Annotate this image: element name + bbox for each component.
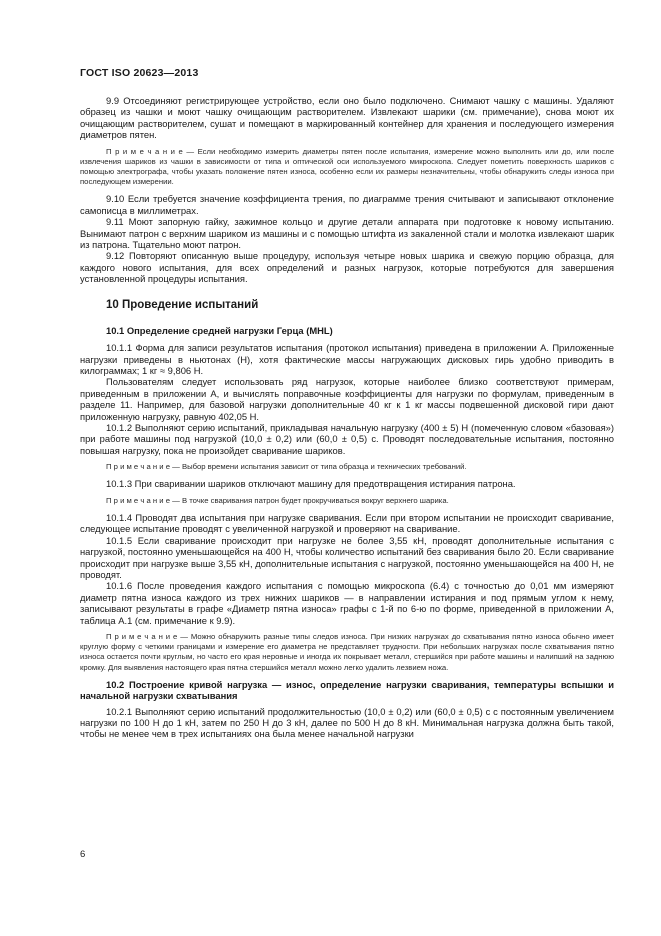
note-10-1-3 — [80, 496, 614, 506]
note-label: П р и м е ч а н и е — — [106, 632, 191, 642]
paragraph-10-1-6: 10.1.6 После проведения каждого испытания с помощью микроскопа (6.4) с точностью до 0,01 мм измеряют диаметр пятна износа каждого из трех нижних шариков — в направлении истирания и под прямым углом к нему, записывают результаты в графе «Диаметр пятна износа» графы с 1-й по 6-ю по форме, приведенной в приложении А, таблица А.1 (см. примечание к 9.9). — [80, 580, 614, 626]
subsection-heading-10-1: 10.1 Определение средней нагрузки Герца (MHL) — [106, 324, 333, 336]
note-label: П р и м е ч а н и е — — [106, 146, 198, 156]
paragraph-users: Пользователям следует использовать ряд нагрузок, которые наиболее близко соответствуют примерам, приведенным в приложении А, и вычислять поправочные коэффициенты для нагрузки по формулам, приведенным в разделе 11. Например, для базовой нагрузки дополнительные 40 кг к 1 кг массы подвешенной дисковой гири дают приложенную нагрузку, равную 402,05 Н. — [80, 376, 614, 422]
note-text: Если необходимо измерить диаметры пятен после испытания, измерение можно выполнить или до, или после извлечения шариков из чашки в зависимости от типа и оптической оси используемого микроскопа. Следует пометить поверхность шариков с помощью электрографа, чтобы указать положение пятен износа, особенно если их размеры незначительны, чтобы обнаружить следы износа при последующем измерении. — [80, 146, 614, 187]
paragraph-10-2-1: 10.2.1 Выполняют серию испытаний продолжительностью (10,0 ± 0,2) или (60,0 ± 0,5) с с постоянным увеличением нагрузки по 100 Н до 1 кН, затем по 250 Н до 3 кН, далее по 500 Н до 8 кН. Минимальная нагрузка должна быть такой, чтобы не менее чем в трех испытаниях она была менее начальной нагрузки — [80, 705, 614, 740]
paragraph-10-1-5: 10.1.5 Если сваривание происходит при нагрузке не более 3,55 кН, проводят дополнительные испытания с нагрузкой, постоянно уменьшающейся на 400 Н, чтобы количество испытаний без сваривания было 20. Если сваривание происходит при нагрузке выше 3,55 кН, дополнительные испытания с нагрузкой, постоянно уменьшающейся на 400 Н, не проводят. — [80, 534, 614, 580]
page-number: 6 — [80, 849, 86, 860]
paragraph-9-9: 9.9 Отсоединяют регистрирующее устройство, если оно было подключено. Снимают чашку с машины. Удаляют образец из чашки и моют чашку очищающим растворителем. Извлекают шарики (см. примечание), снова моют их очищающим растворителем, сушат и помещают в маркированный контейнер для хранения и последующего измерения диаметров пятен. — [80, 95, 614, 141]
paragraph-10-1-3: 10.1.3 При сваривании шариков отключают машину для предотвращения истирания патрона. — [106, 478, 516, 490]
note-9-9 — [80, 147, 614, 188]
paragraph-10-1-2: 10.1.2 Выполняют серию испытаний, прикладывая начальную нагрузку (400 ± 5) Н (помеченную словом «базовая») при работе машины под нагрузкой (10,0 ± 0,2) или (60,0 ± 0,5) с. Проводят последовательные испытания, постоянно повышая нагрузку, пока не произойдет сваривание шариков. — [80, 421, 614, 456]
note-text: В точке сваривания патрон будет прокручиваться вокруг верхнего шарика. — [181, 495, 449, 505]
document-header: ГОСТ ISO 20623—2013 — [80, 67, 199, 79]
paragraph-10-1-1: 10.1.1 Форма для записи результатов испытания (протокол испытания) приведена в приложении А. Приложенные нагрузки приведены в ньютонах (Н), хотя фактические массы нагружающих дисковых гирь удобно приводить в килограммах; 1 кг ≈ 9,806 Н. — [80, 342, 614, 376]
section-heading-10: 10 Проведение испытаний — [106, 298, 259, 311]
note-label: П р и м е ч а н и е — — [106, 462, 182, 472]
paragraph-9-12: 9.12 Повторяют описанную выше процедуру, используя четыре новых шарика и свежую порцию образца, для каждого нового испытания, для всех определений и разных нагрузок, которые потребуются для завершения установленной процедуры испытания. — [80, 250, 614, 285]
note-text: Можно обнаружить разные типы следов износа. При низких нагрузках до схватывания пятно износа обычно имеет круглую форму с четкими границами и измерение его диаметра не представляет трудности. При небольших нагрузках после схватывания пятно износа остается почти круглым, но часто его края неровные и иногда их покрывает металл, стершийся при работе машины и налипший на заднюю кромку. Для выявления настоящего края пятна стершийся металл можно легко удалить лезвием ножа. — [80, 632, 614, 672]
subsection-heading-10-2: 10.2 Построение кривой нагрузка — износ, определение нагрузки сваривания, температуры вспышки и начальной нагрузки схватывания — [80, 678, 614, 702]
document-body — [80, 95, 614, 740]
note-label: П р и м е ч а н и е — — [106, 495, 182, 505]
paragraph-9-10: 9.10 Если требуется значение коэффициента трения, по диаграмме трения считывают и записывают отклонение самописца в миллиметрах. — [80, 193, 614, 216]
paragraph-9-11: 9.11 Моют запорную гайку, зажимное кольцо и другие детали аппарата при подготовке к новому испытанию. Вынимают патрон с верхним шариком из машины и с помощью штифта из закаленной стали и молотка извлекают шарик из патрона. Тщательно моют патрон. — [80, 216, 614, 251]
paragraph-10-1-4: 10.1.4 Проводят два испытания при нагрузке сваривания. Если при втором испытании не происходит сваривание, следующее испытание проводят с увеличенной нагрузкой и проверяют на сваривание. — [80, 511, 614, 535]
note-10-1-2 — [80, 462, 614, 472]
note-10-1-6 — [80, 632, 614, 673]
note-text: Выбор времени испытания зависит от типа образца и технических требований. — [181, 462, 467, 472]
